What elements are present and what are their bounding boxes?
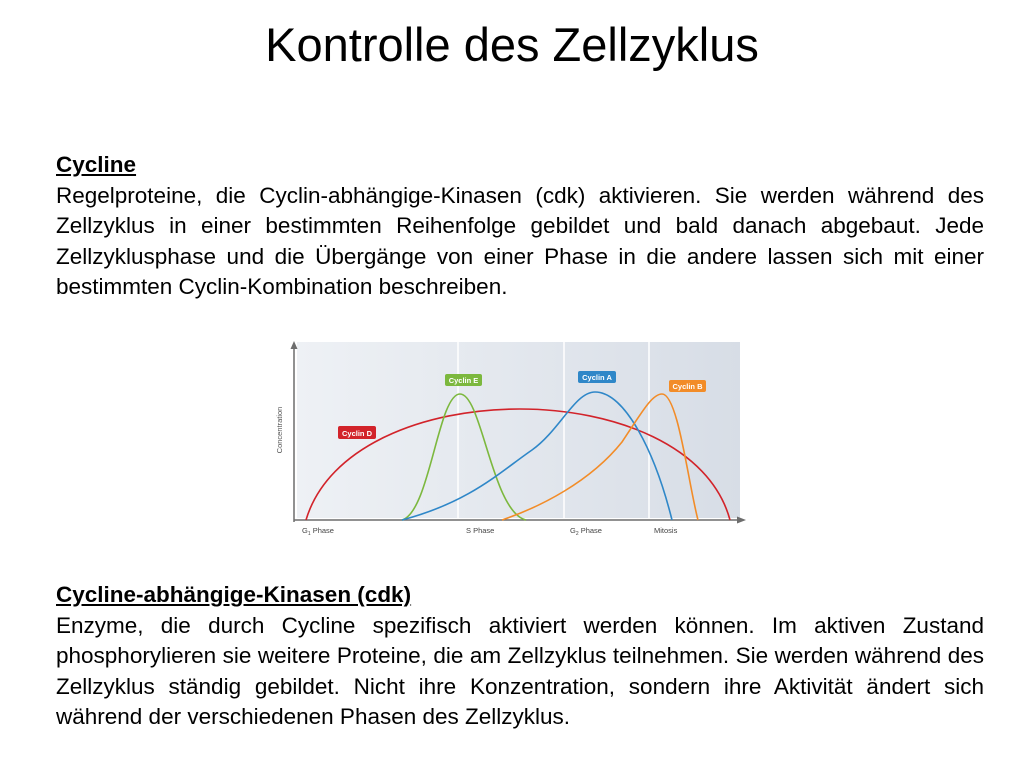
y-axis-arrow [291,341,298,349]
cyclin-concentration-diagram [270,332,752,546]
cyclin-b-label [669,380,706,392]
cdk-description: Enzyme, die durch Cycline spezifisch aktiviert werden können. Im aktiven Zustand phosphorylieren sie weitere Proteine, die am Zellzyklus teilnehmen. Sie werden während des Zellzyklus ständig gebildet. Nicht ihre Konzentration, sondern ihre Aktivität ändert sich während der verschiedenen Phasen des Zellzyklus. [56,612,984,729]
phase-label-g1-sub: 1 [307,531,311,537]
phase-label-g2-main: G [570,526,576,535]
phase-label-g1-main: G [302,526,308,535]
y-axis-label: Concentration [275,406,284,454]
phase-label-s: S Phase [466,526,495,535]
cdk-heading: Cycline-abhängige-Kinasen (cdk) [56,582,412,607]
cyclin-b-label-text: Cyclin B [672,382,703,391]
phase-label-g1-rest: Phase [310,526,334,535]
cyclin-d-label-text: Cyclin D [341,429,373,438]
cycline-description: Regelproteine, die Cyclin-abhängige-Kinasen (cdk) aktivieren. Sie werden während des Zellzyklus in einer bestimmten Reihenfolge gebildet und bald danach abgebaut. Jede Zellzyklusphase und die Übergänge von einer Phase in die andere lassen sich mit einer bestimmten Cyclin-Kombination beschreiben. [56,182,984,299]
cycline-section [56,150,984,303]
cyclin-a-label [578,371,616,383]
phase-label-g2-rest: Phase [578,526,602,535]
cyclin-a-label-text: Cyclin A [582,373,612,382]
phase-label-g2 [570,526,602,537]
cyclin-e-label-text: Cyclin E [448,376,479,385]
phase-label-m: Mitosis [654,526,678,535]
cyclin-diagram-svg [270,332,752,546]
cyclin-e-label [445,374,482,386]
slide-title: Kontrolle des Zellzyklus [265,18,759,71]
cycline-heading: Cycline [56,152,137,177]
phase-label-g1 [302,526,334,537]
x-axis-arrow [737,517,746,524]
cdk-section [56,580,984,733]
cyclin-d-label [338,426,376,439]
phase-label-g2-sub: 2 [575,531,579,537]
